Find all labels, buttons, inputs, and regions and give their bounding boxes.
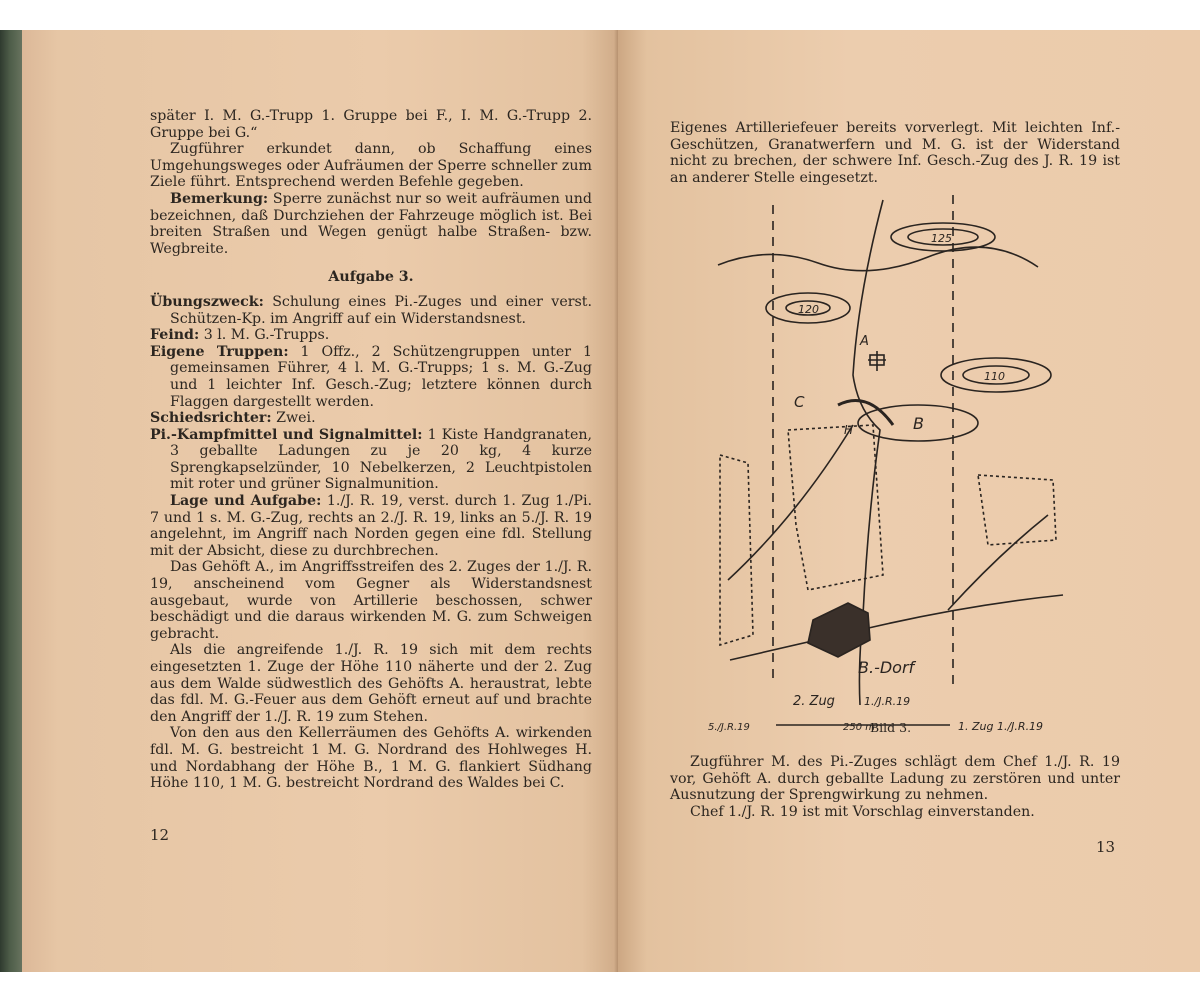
bemerkung-label: Bemerkung:	[170, 190, 269, 207]
right-intro-text: Eigenes Artilleriefeuer bereits vorverlegt. Mit leichten Inf.-Geschützen, Granatwerfern und M. G. ist der Widerstand nicht zu brechen, der schwere Inf. Gesch.-Zug des J. R. 19 ist an anderer Stelle eingesetzt.	[670, 120, 1120, 186]
item-kampfmittel	[150, 427, 592, 493]
item-text: 1 Kiste Handgranaten, 3 geballte Ladungen zu je 20 kg, 4 kurze Sprengkapselzünder, 10 Nebelkerzen, 2 Leuchtpistolen mit roter und grüner Signalmunition.	[170, 426, 592, 493]
bemerkung-text: Sperre zunächst nur so weit aufräumen und bezeichnen, daß Durchziehen der Fahrzeuge möglich ist. Bei breiten Straßen und Wegen genügt halbe Straßen- bzw. Wegbreite.	[150, 190, 592, 257]
right-outro-text	[670, 754, 1120, 820]
paragraph-continuation: später I. M. G.-Trupp 1. Gruppe bei F., I. M. G.-Trupp 2. Gruppe bei G.“	[150, 108, 592, 141]
road-west	[728, 425, 853, 580]
village-label: B.-Dorf	[858, 658, 915, 677]
right-page	[618, 30, 1200, 972]
height-125-label: 125	[931, 232, 952, 245]
paragraph-vorschlag: Zugführer M. des Pi.-Zuges schlägt dem Chef 1./J. R. 19 vor, Gehöft A. durch geballte Ladung zu zerstören und unter Ausnutzung der Sprengwirkung zu nehmen.	[670, 754, 1120, 804]
item-label: Übungszweck:	[150, 293, 264, 310]
paragraph-bemerkung	[150, 191, 592, 257]
item-schiedsrichter	[150, 410, 592, 427]
paragraph-lage	[150, 493, 592, 559]
unit-left-label: 5./J.R.19	[708, 722, 750, 733]
figure-caption: Bild 3.	[870, 720, 912, 735]
book-spread	[0, 30, 1200, 972]
forest-west-outline	[720, 455, 753, 645]
item-text: Zwei.	[271, 410, 316, 427]
left-page-text	[150, 108, 592, 792]
item-uebungszweck	[150, 294, 592, 327]
page-number-left: 12	[150, 826, 170, 844]
page-number-right: 13	[1096, 838, 1116, 856]
item-text: 3 l. M. G.-Trupps.	[199, 327, 330, 344]
point-b-label: B	[913, 414, 924, 433]
item-label: Schiedsrichter:	[150, 410, 272, 427]
paragraph-zugfuehrer: Zugführer erkundet dann, ob Schaffung eines Umgehungsweges oder Aufräumen der Sperre schneller zum Ziele führt. Entsprechend werden Befehle gegeben.	[150, 141, 592, 191]
left-page	[22, 30, 618, 972]
lage-label: Lage und Aufgabe:	[170, 493, 322, 510]
lage-text: 1./J. R. 19, verst. durch 1. Zug 1./Pi. 7 und 1 s. M. G.-Zug, rechts an 2./J. R. 19, links an 5./J. R. 19 angelehnt, im Angriff nach Norden gegen eine fdl. Stellung mit der Absicht, diese zu durchbrechen.	[150, 493, 592, 559]
item-label: Pi.-Kampfmittel und Signalmittel:	[150, 426, 423, 443]
item-feind	[150, 327, 592, 344]
item-eigene-truppen	[150, 344, 592, 410]
item-text: 1 Offz., 2 Schützengruppen unter 1 gemeinsamen Führer, 4 l. M. G.-Trupps; 1 s. M. G.-Zug und 1 leichter Inf. Gesch.-Zug; letztere können durch Flaggen dargestellt werden.	[170, 343, 592, 410]
point-a-label: A	[860, 334, 869, 349]
section-heading: Aufgabe 3.	[328, 269, 414, 286]
road-south	[730, 595, 1063, 660]
item-label: Feind:	[150, 327, 200, 344]
item-label: Eigene Truppen:	[150, 343, 289, 360]
book-spine	[0, 30, 24, 972]
paragraph-angriff: Als die angreifende 1./J. R. 19 sich mit dem rechts eingesetzten 1. Zuge der Höhe 110 näherte und der 2. Zug aus dem Walde südwestlich des Gehöfts A. heraustrat, lebte das fdl. M. G.-Feuer aus dem Gehöft erneut auf und brachte den Angriff der 1./J. R. 19 zum Stehen.	[150, 642, 592, 725]
item-text: Schulung eines Pi.-Zuges und einer verst. Schützen-Kp. im Angriff auf ein Widerstandsnest.	[170, 293, 592, 327]
platoon-1-label: 1. Zug 1./J.R.19	[958, 720, 1044, 733]
paragraph-einverstanden: Chef 1./J. R. 19 ist mit Vorschlag einverstanden.	[690, 803, 1035, 820]
paragraph-gehoeft: Das Gehöft A., im Angriffsstreifen des 2. Zuges der 1./J. R. 19, anscheinend vom Gegner als Widerstandsnest ausgebaut, wurde von Artillerie beschossen, schwer beschädigt und die daraus wirkenden M. G. zum Schweigen gebracht.	[150, 559, 592, 642]
point-h-label: H	[844, 423, 854, 437]
forest-east-outline	[978, 475, 1056, 545]
road-east	[948, 515, 1048, 610]
point-c-label: C	[794, 393, 805, 411]
paragraph-kellerraeume: Von den aus den Kellerräumen des Gehöfts A. wirkenden fdl. M. G. bestreicht 1 M. G. Nordrand des Hohlweges H. und Nordabhang der Höhe B., 1 M. G. flankiert Südhang Höhe 110, 1 M. G. bestreicht Nordrand des Waldes bei C.	[150, 725, 592, 792]
height-120-label: 120	[798, 303, 819, 316]
platoon-2-label: 2. Zug	[793, 694, 835, 709]
unit-center-label: 1./J.R.19	[864, 695, 911, 708]
river-north	[718, 247, 1038, 271]
forest-outline	[788, 425, 883, 590]
distance-label: 250 m	[843, 722, 876, 733]
height-110-label: 110	[984, 370, 1005, 383]
